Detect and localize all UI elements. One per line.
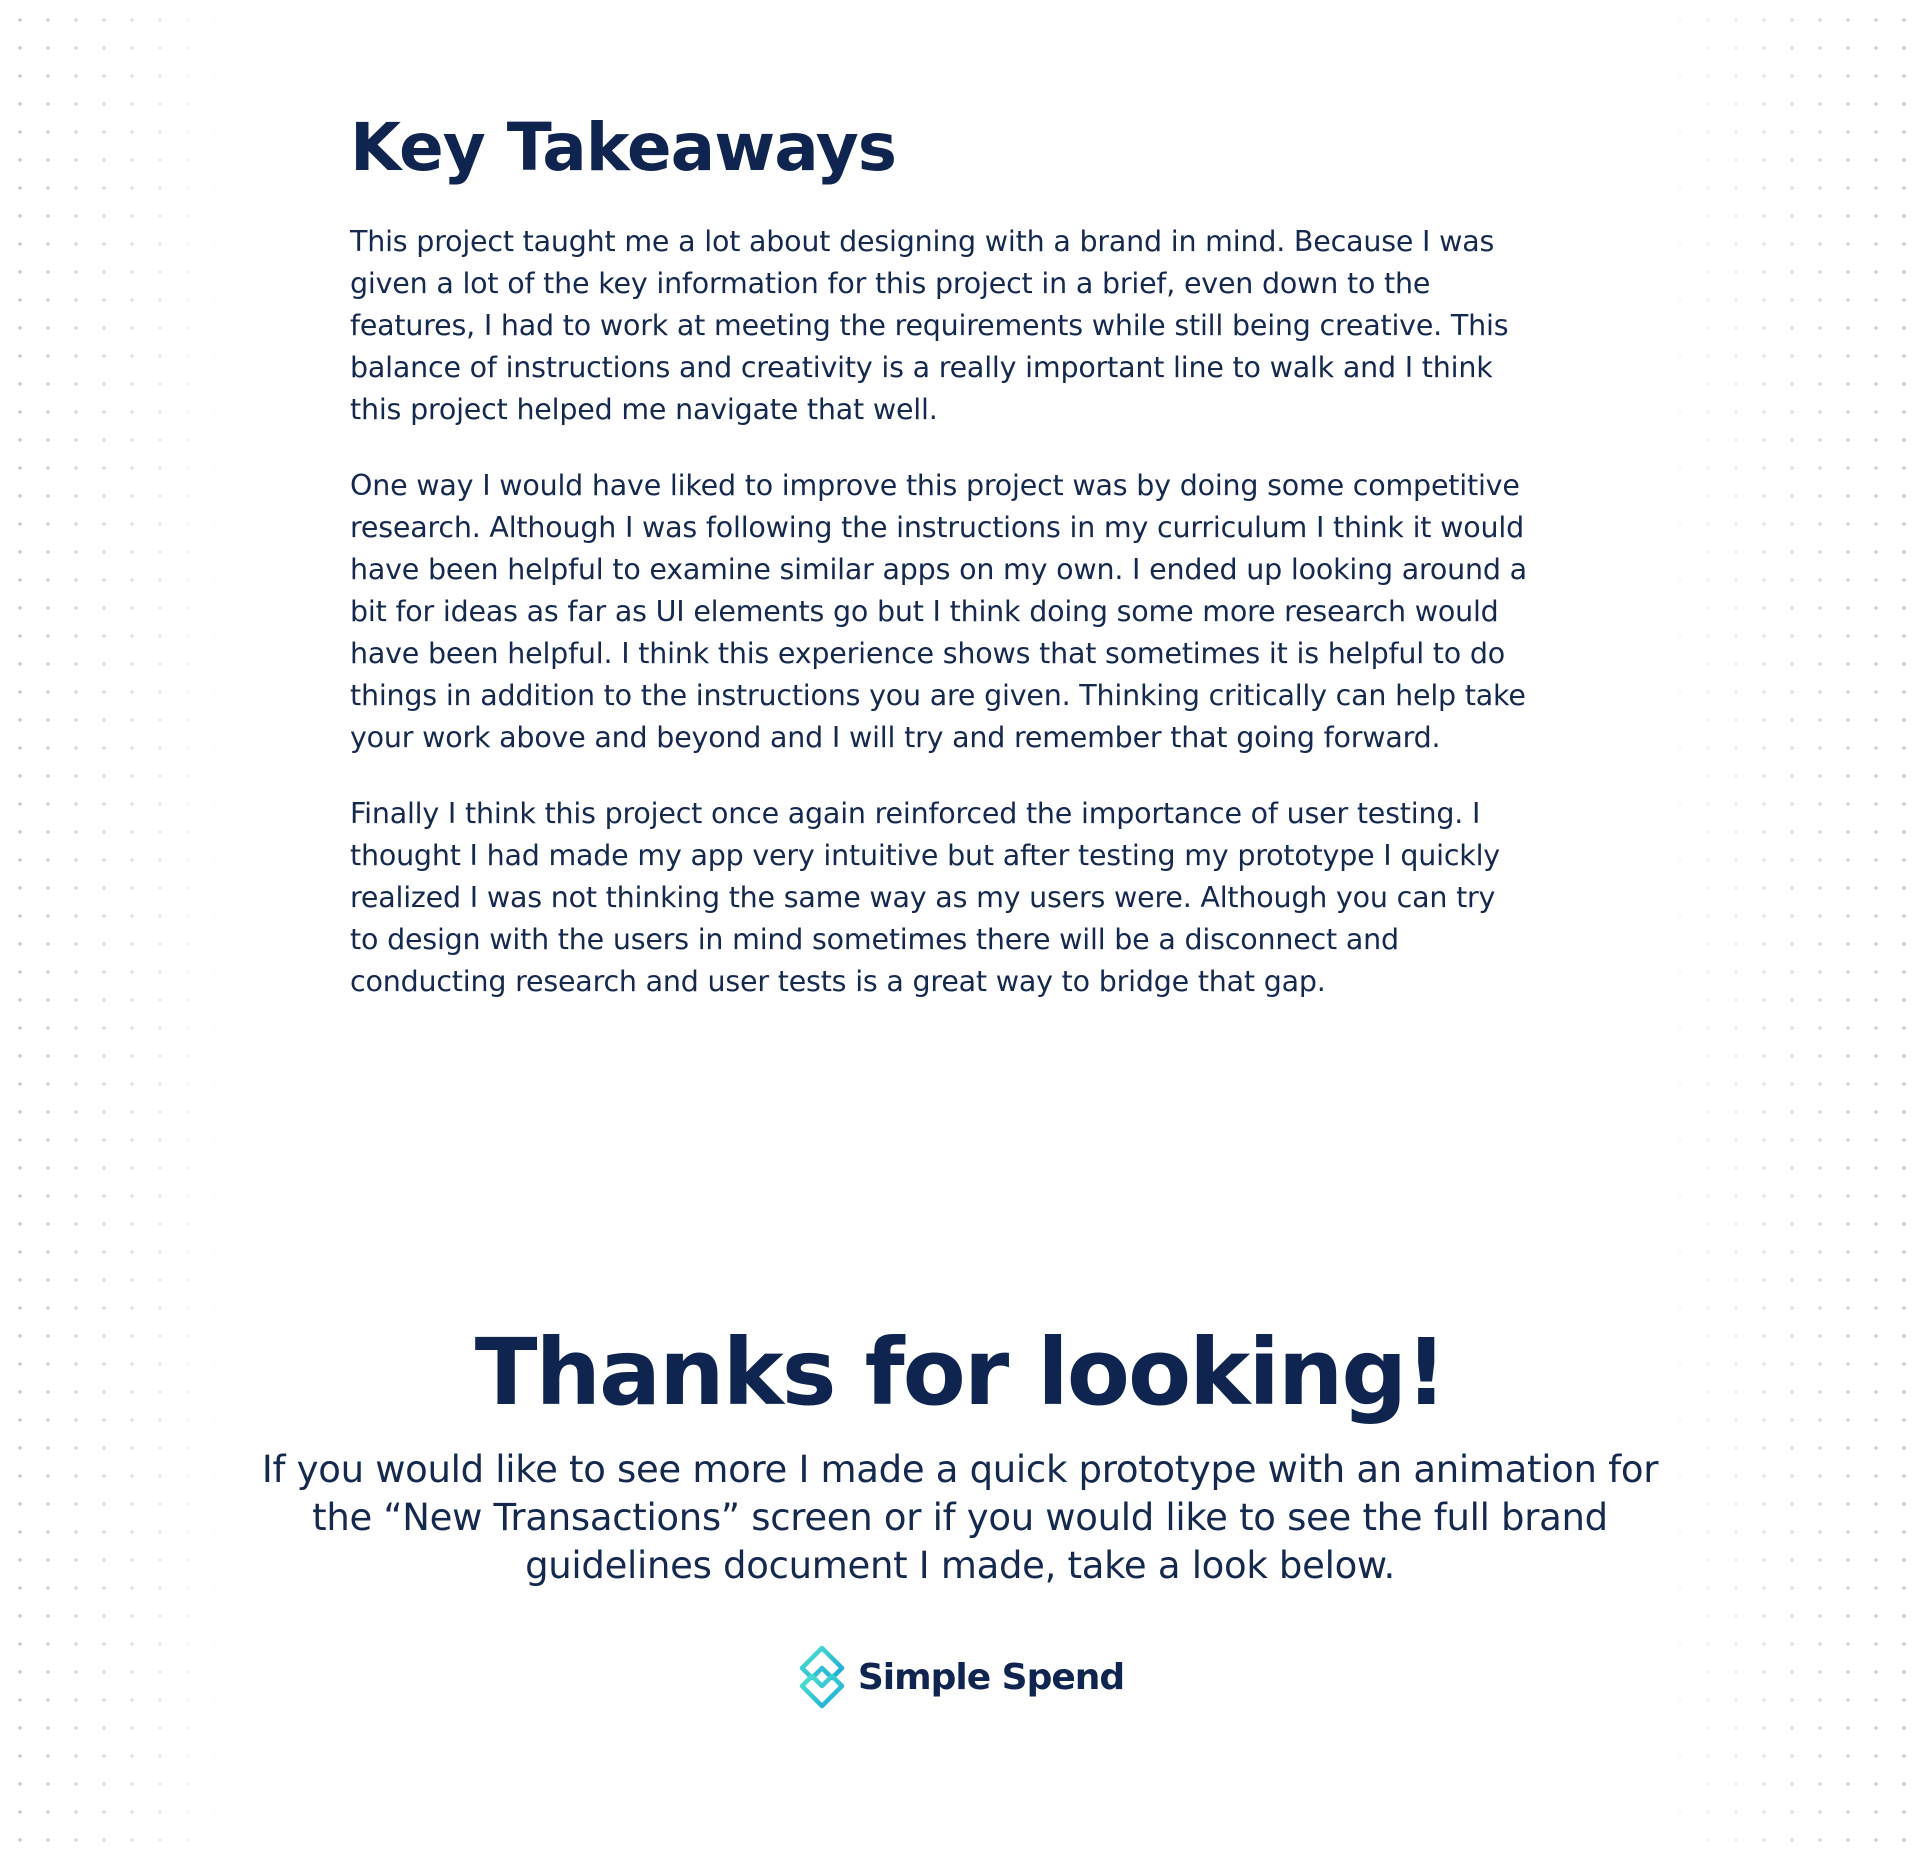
takeaway-paragraph-3: Finally I think this project once again reinforced the importance of user testing. I thought I had made my app very intuitive but after testing my prototype I quickly realized I was not thinking the same way as my users were. Although you can try to design with the users in mind sometimes there will be a disconnect and conducting research and user tests is a great way to bridge that gap. bbox=[350, 796, 1500, 998]
closing-message: If you would like to see more I made a quick prototype with an animation for the “New Transactions” screen or if you would like to see the full brand guidelines document I made, take a look below. bbox=[261, 1448, 1659, 1588]
key-takeaways-section bbox=[350, 109, 1530, 1037]
closing-section bbox=[0, 1318, 1920, 1590]
takeaway-paragraph-2: One way I would have liked to improve this project was by doing some competitive research. Although I was following the instructions in my curriculum I think it would have been helpful to examine similar apps on my own. I ended up looking around a bit for ideas as far as UI elements go but I think doing some more research would have been helpful. I think this experience shows that sometimes it is helpful to do things in addition to the instructions you are given. Thinking critically can help take your work above and beyond and I will try and remember that going forward. bbox=[350, 468, 1527, 754]
thanks-heading: Thanks for looking! bbox=[474, 1319, 1446, 1426]
brand-logo bbox=[0, 1644, 1920, 1710]
simple-spend-logo-icon bbox=[796, 1644, 848, 1710]
brand-name: Simple Spend bbox=[857, 1656, 1125, 1698]
key-takeaways-heading: Key Takeaways bbox=[350, 109, 897, 186]
takeaway-paragraph-1: This project taught me a lot about designing with a brand in mind. Because I was given a lot of the key information for this project in a brief, even down to the features, I had to work at meeting the requirements while still being creative. This balance of instructions and creativity is a really important line to walk and I think this project helped me navigate that well. bbox=[350, 224, 1509, 426]
